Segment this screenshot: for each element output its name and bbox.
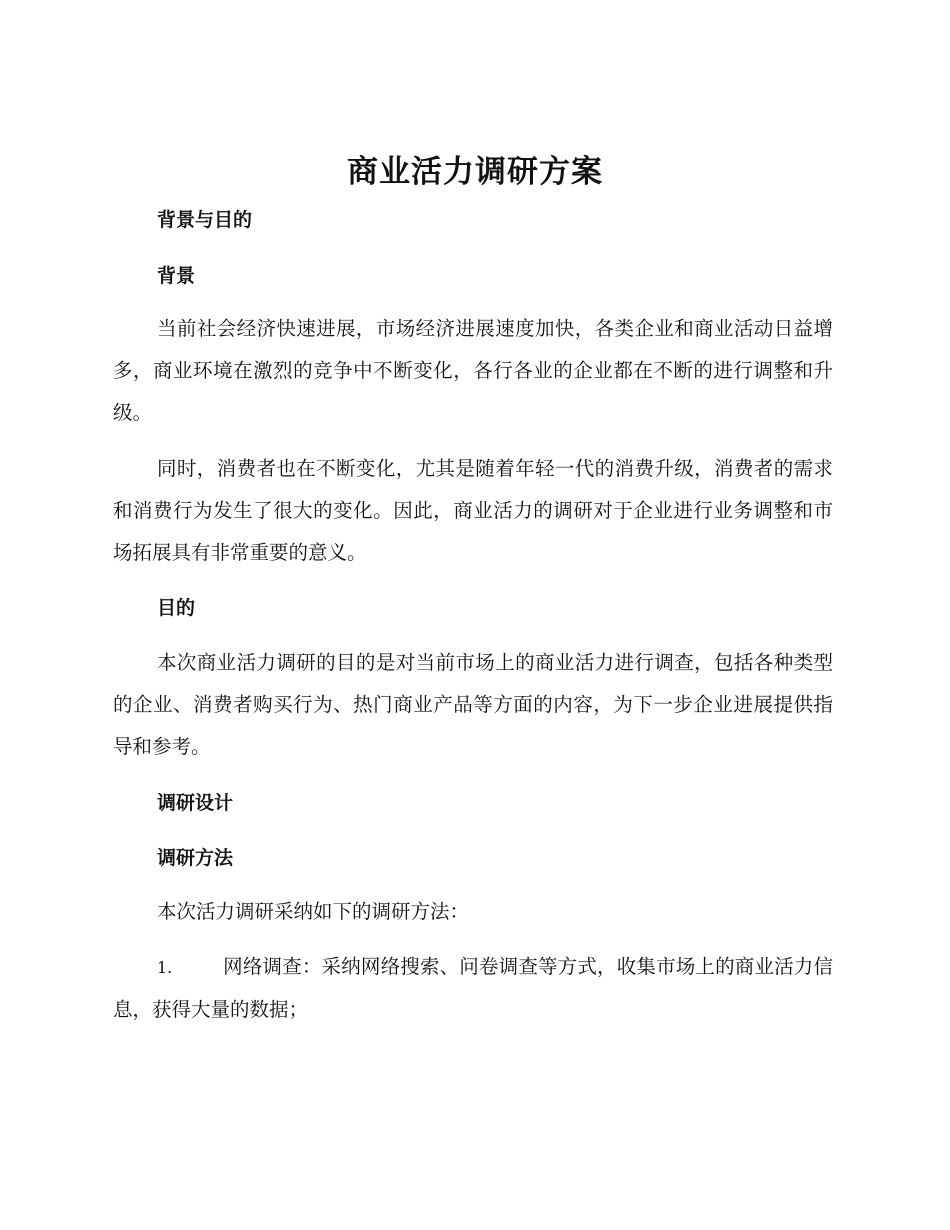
subsection-heading-background: 背景 — [157, 265, 196, 287]
background-paragraph-1: 当前社会经济快速进展，市场经济进展速度加快，各类企业和商业活动日益增多，商业环境在激烈的竞争中不断变化，各行各业的企业都在不断的进行调整和升级。 — [113, 317, 833, 424]
method-intro-paragraph: 本次活力调研采纳如下的调研方法： — [157, 900, 470, 923]
list-item-text: 网络调查：采纳网络搜索、问卷调查等方式，收集市场上的商业活力信息，获得大量的数据； — [113, 955, 833, 1021]
list-item-number: 1. — [157, 958, 173, 977]
document-title: 商业活力调研方案 — [347, 154, 603, 190]
subsection-heading-purpose: 目的 — [157, 597, 196, 619]
section-heading-design: 调研设计 — [157, 792, 234, 814]
purpose-paragraph-1: 本次商业活力调研的目的是对当前市场上的商业活力进行调查，包括各种类型的企业、消费者购买行为、热门商业产品等方面的内容，为下一步企业进展提供指导和参考。 — [113, 651, 833, 758]
section-heading-background-purpose: 背景与目的 — [157, 209, 253, 231]
method-list-item — [113, 946, 833, 1031]
subsection-heading-method: 调研方法 — [157, 847, 234, 869]
background-paragraph-2: 同时，消费者也在不断变化，尤其是随着年轻一代的消费升级，消费者的需求和消费行为发生了很大的变化。因此，商业活力的调研对于企业进行业务调整和市场拓展具有非常重要的意义。 — [113, 457, 833, 564]
